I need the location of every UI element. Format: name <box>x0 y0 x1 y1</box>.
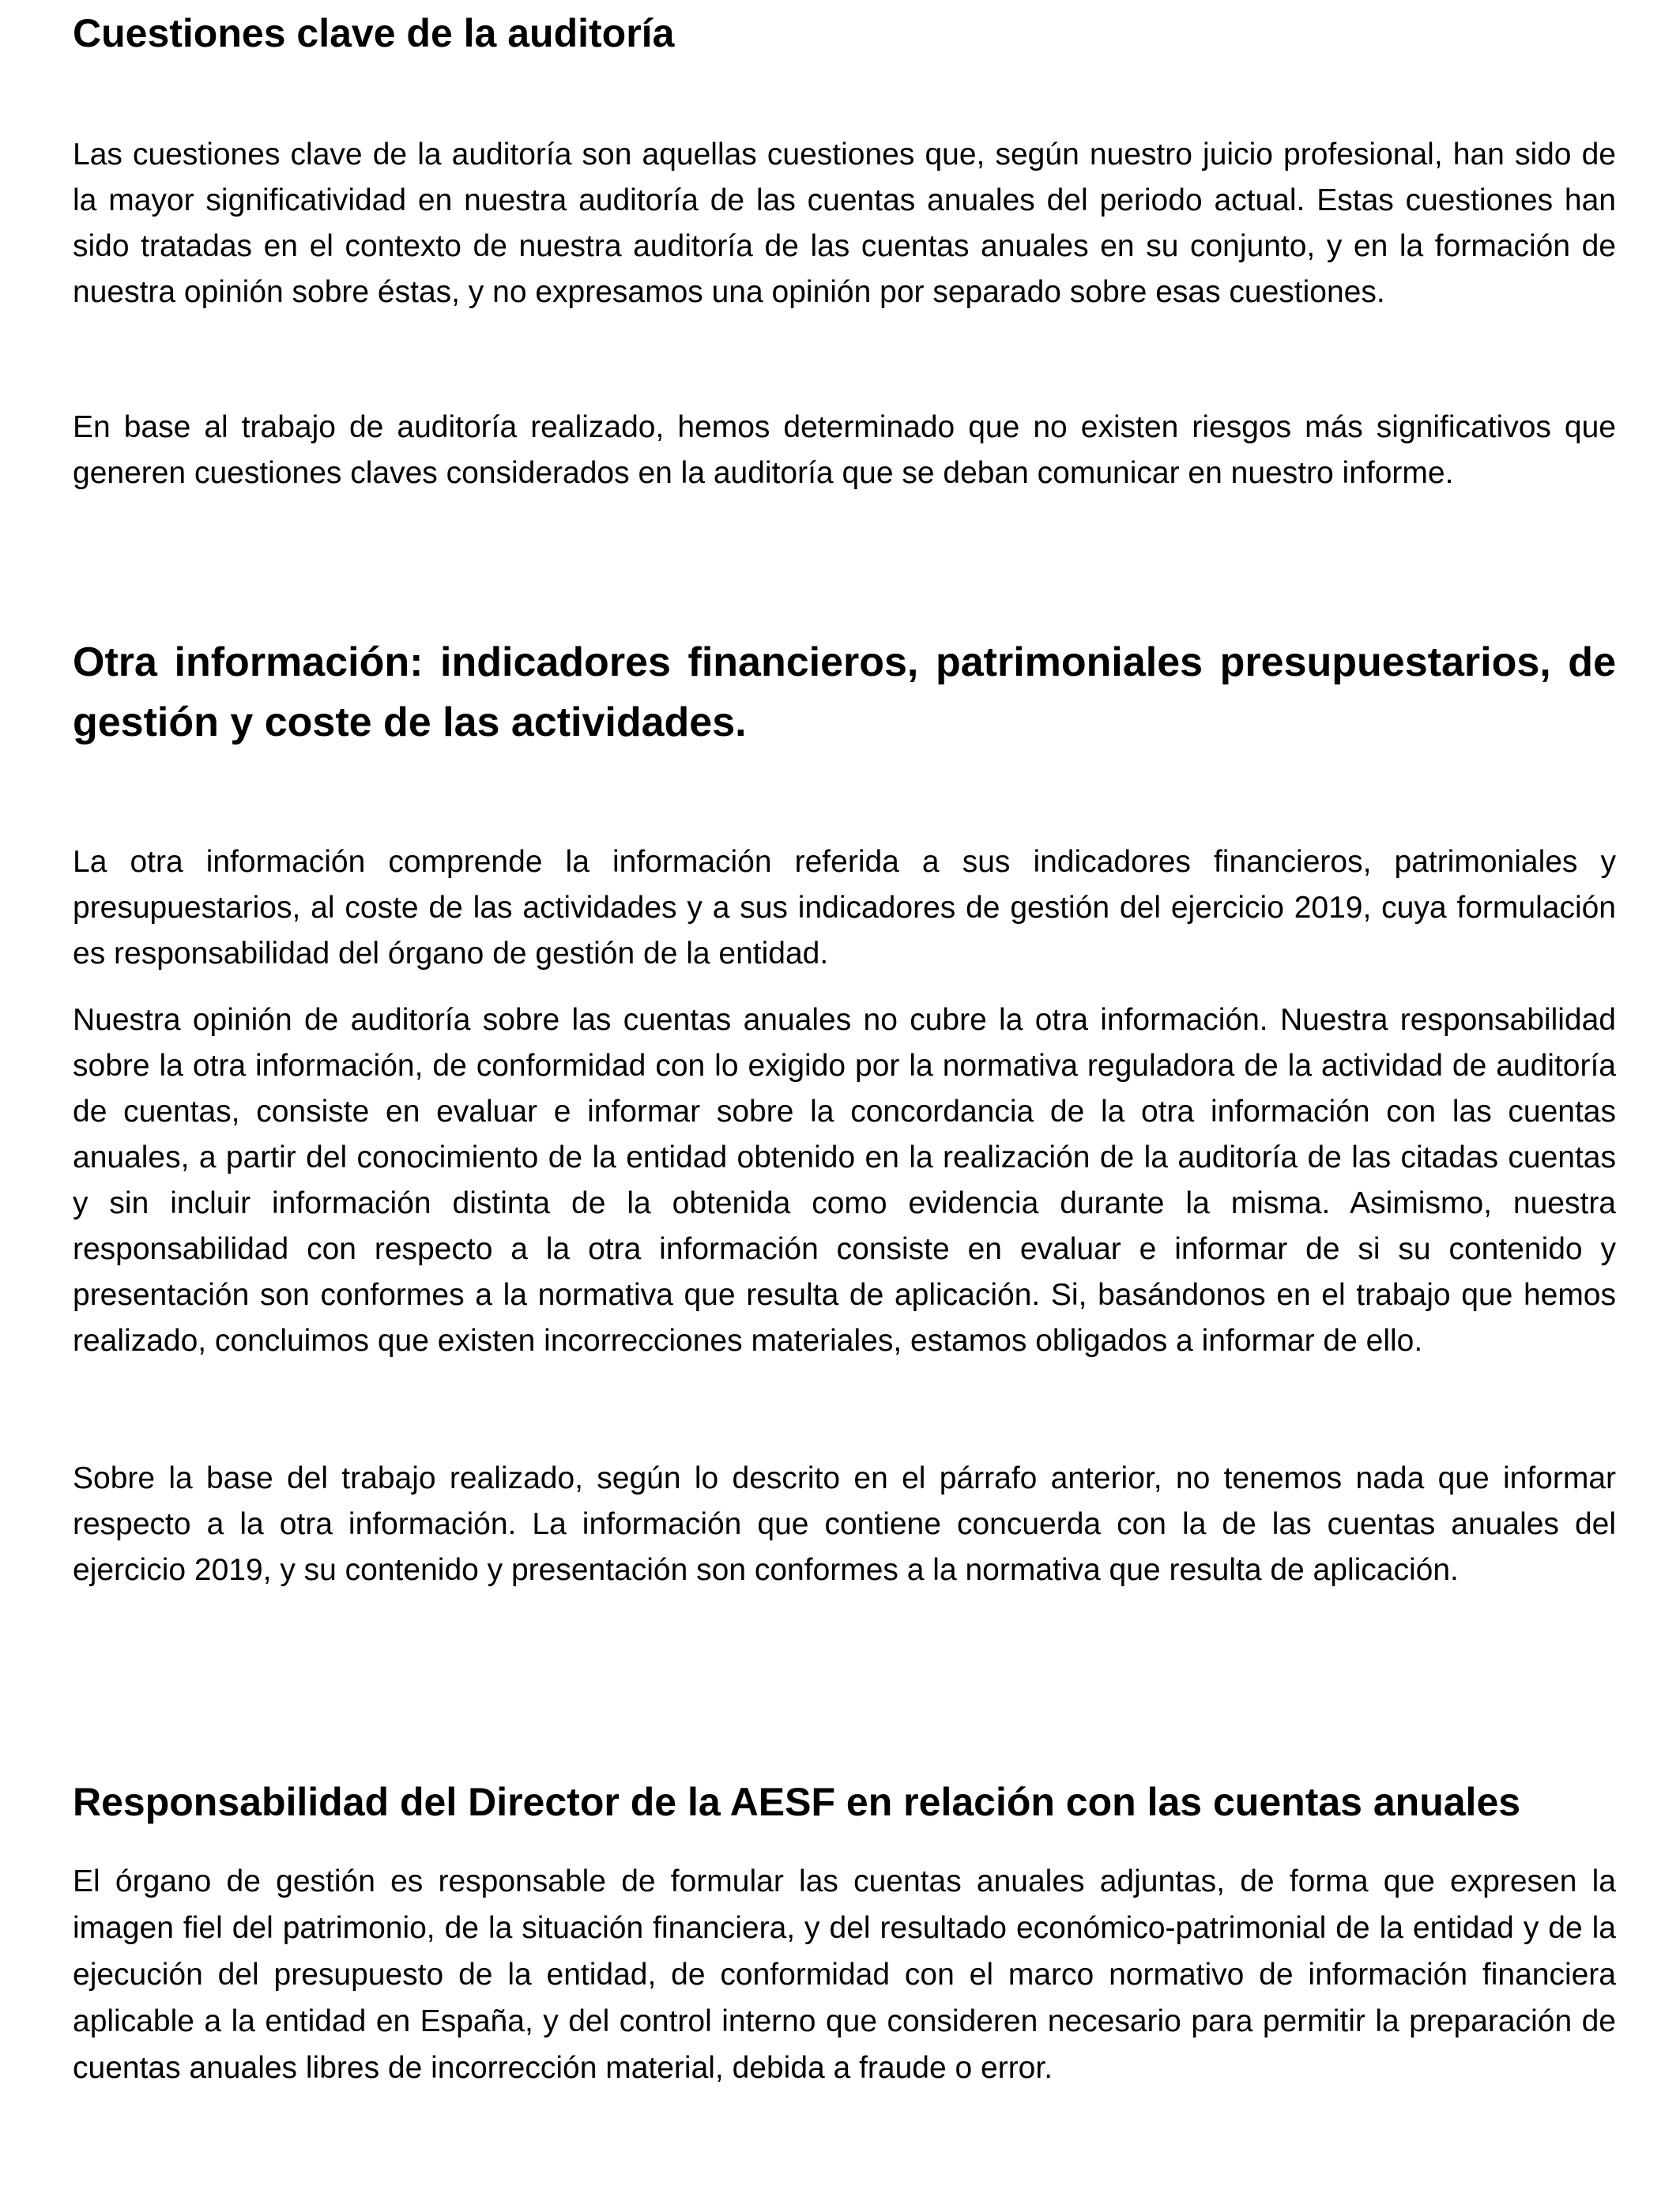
paragraph-otra-informacion-2: Nuestra opinión de auditoría sobre las cuentas anuales no cubre la otra información. Nuestra responsabilidad sobre la otra información, de conformidad con lo exigido por la normativa reguladora de la actividad de auditoría de cuentas, consiste en evaluar e informar sobre la concordancia de la otra información con las cuentas anuales, a partir del conocimiento de la entidad obtenido en la realización de la auditoría de las citadas cuentas y sin incluir información distinta de la obtenida como evidencia durante la misma. Asimismo, nuestra responsabilidad con respecto a la otra información consiste en evaluar e informar de si su contenido y presentación son conformes a la normativa que resulta de aplicación. Si, basándonos en el trabajo que hemos realizado, concluimos que existen incorrecciones materiales, estamos obligados a informar de ello. <box>73 1003 1616 1358</box>
section-heading-cuestiones-clave: Cuestiones clave de la auditoría <box>73 11 675 55</box>
section-heading-otra-informacion: Otra información: indicadores financieros, patrimoniales presupuestarios, de gestión y coste de las actividades. <box>73 639 1616 745</box>
paragraph-otra-informacion-1: La otra información comprende la información referida a sus indicadores financieros, patrimoniales y presupuestarios, al coste de las actividades y a sus indicadores de gestión del ejercicio 2019, cuya formulación es responsabilidad del órgano de gestión de la entidad. <box>73 845 1616 971</box>
paragraph-cuestiones-clave-2: En base al trabajo de auditoría realizado, hemos determinado que no existen riesgos más significativos que generen cuestiones claves considerados en la auditoría que se deban comunicar en nuestro informe. <box>73 410 1616 490</box>
paragraph-otra-informacion-3: Sobre la base del trabajo realizado, según lo descrito en el párrafo anterior, no tenemos nada que informar respecto a la otra información. La información que contiene concuerda con la de las cuentas anuales del ejercicio 2019, y su contenido y presentación son conformes a la normativa que resulta de aplicación. <box>73 1461 1616 1587</box>
section-heading-responsabilidad-director: Responsabilidad del Director de la AESF en relación con las cuentas anuales <box>73 1780 1521 1824</box>
paragraph-cuestiones-clave-1: Las cuestiones clave de la auditoría son aquellas cuestiones que, según nuestro juicio profesional, han sido de la mayor significatividad en nuestra auditoría de las cuentas anuales del periodo actual. Estas cuestiones han sido tratadas en el contexto de nuestra auditoría de las cuentas anuales en su conjunto, y en la formación de nuestra opinión sobre éstas, y no expresamos una opinión por separado sobre esas cuestiones. <box>73 138 1616 309</box>
paragraph-responsabilidad-director-1: El órgano de gestión es responsable de formular las cuentas anuales adjuntas, de forma que expresen la imagen fiel del patrimonio, de la situación financiera, y del resultado económico-patrimonial de la entidad y de la ejecución del presupuesto de la entidad, de conformidad con el marco normativo de información financiera aplicable a la entidad en España, y del control interno que consideren necesario para permitir la preparación de cuentas anuales libres de incorrección material, debida a fraude o error. <box>73 1864 1616 2085</box>
